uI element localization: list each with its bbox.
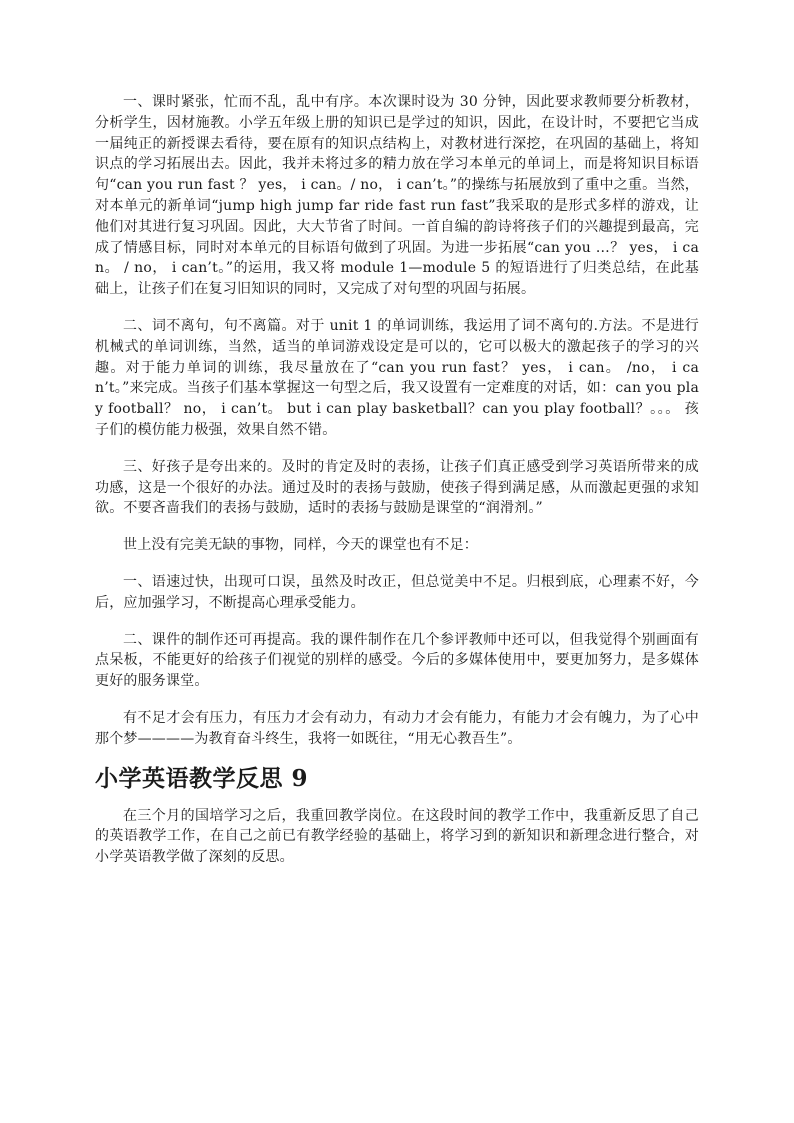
paragraph-7: 有不足才会有压力，有压力才会有动力，有动力才会有能力，有能力才会有魄力，为了心中那个梦————为教育奋斗终生，我将一如既往，“用无心教吾生”。 (95, 709, 699, 747)
paragraph-gap (95, 692, 699, 708)
paragraph-gap (95, 300, 699, 316)
section-gap (95, 794, 699, 806)
paragraph-gap (95, 556, 699, 572)
paragraph-6: 二、课件的制作还可再提高。我的课件制作在几个参评教师中还可以，但我觉得个别画面有点呆板，不能更好的给孩子们视觉的别样的感受。今后的多媒体使用中，要更加努力，是多媒体更好的服务课堂。 (95, 631, 699, 690)
paragraph-8: 在三个月的国培学习之后，我重回教学岗位。在这段时间的教学工作中，我重新反思了自己的英语教学工作，在自己之前已有教学经验的基础上，将学习到的新知识和新理念进行整合，对小学英语教学做了深刻的反思。 (95, 807, 699, 866)
document-page (95, 92, 699, 868)
paragraph-gap (95, 441, 699, 457)
paragraph-5: 一、语速过快，出现可口误，虽然及时改正，但总觉美中不足。归根到底，心理素不好，今后，应加强学习，不断提高心理承受能力。 (95, 573, 699, 611)
paragraph-gap (95, 519, 699, 535)
section-heading: 小学英语教学反思 9 (95, 764, 309, 792)
paragraph-1: 一、课时紧张，忙而不乱，乱中有序。本次课时设为 30 分钟，因此要求教师要分析教材，分析学生，因材施教。小学五年级上册的知识已是学过的知识，因此，在设计时，不要把它当成一届纯正的新授课去看待，要在原有的知识点结构上，对教材进行深挖，在巩固的基础上，将知识点的学习拓展出去。因此，我并未将过多的精力放在学习本单元的单词上，而是将知识目标语句“can you run fast ？ yes， i can。/ no， i can’t。”的操练与拓展放到了重中之重。当然，对本单元的新单词“jump high jump far ride fast run fast”我采取的是形式多样的游戏，让他们对其进行复习巩固。因此，大大节省了时间。一首自编的韵诗将孩子们的兴趣提到最高，完成了情感目标，同时对本单元的目标语句做到了巩固。为进一步拓展“can you …？ yes， i can。 / no， i can’t。”的运用，我又将 module 1—module 5 的短语进行了归类总结，在此基础上，让孩子们在复习旧知识的同时，又完成了对句型的巩固与拓展。 (95, 94, 699, 298)
section-gap (95, 750, 699, 764)
paragraph-4: 世上没有完美无缺的事物，同样，今天的课堂也有不足： (123, 537, 478, 554)
paragraph-gap (95, 614, 699, 630)
paragraph-2: 二、词不离句，句不离篇。对于 unit 1 的单词训练，我运用了词不离句的.方法。不是进行机械式的单词训练，当然，适当的单词游戏设定是可以的，它可以极大的激起孩子的学习的兴趣。对于能力单词的训练，我尽量放在了“can you run fast？ yes， i can。 /no， i can’t。”来完成。当孩子们基本掌握这一句型之后，我又设置有一定难度的对话，如：can you play football？ no， i can’t。 but i can play basketball？can you play football？。。。 孩子们的模仿能力极强，效果自然不错。 (95, 317, 699, 438)
paragraph-3: 三、好孩子是夸出来的。及时的肯定及时的表扬，让孩子们真正感受到学习英语所带来的成功感，这是一个很好的办法。通过及时的表扬与鼓励，使孩子得到满足感，从而激起更强的求知欲。不要吝啬我们的表扬与鼓励，适时的表扬与鼓励是课堂的“润滑剂。” (95, 458, 699, 517)
